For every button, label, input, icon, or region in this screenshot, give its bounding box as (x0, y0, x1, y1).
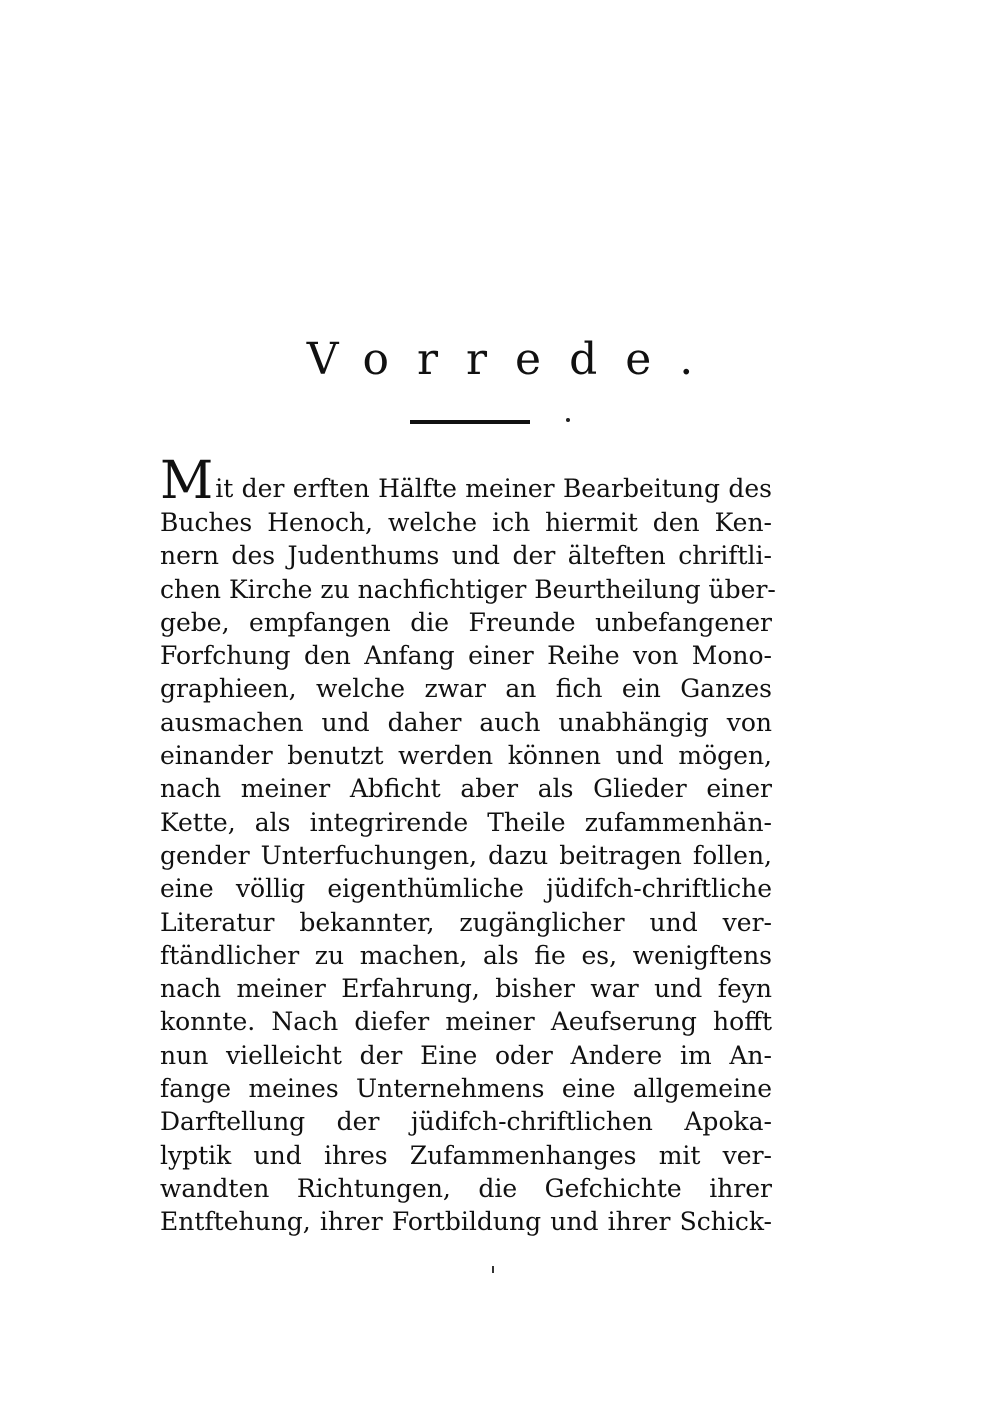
text-line: gebe, empfangen die Freunde unbefangener (160, 607, 772, 637)
text-line: chen Kirche zu nachfichtiger Beurtheilung über- (160, 574, 776, 604)
text-line: gender Unterfuchungen, dazu beitragen follen, (160, 840, 772, 870)
text-line: eine völlig eigenthümliche jüdifch-chriftliche (160, 874, 772, 904)
text-line: lyptik und ihres Zufammenhanges mit ver- (160, 1140, 772, 1170)
text-line: fange meines Unternehmens eine allgemeine (160, 1074, 772, 1104)
page-title: Vorrede. (306, 334, 722, 385)
first-line-text: it der erften Hälfte meiner Bearbeitung des (215, 474, 772, 503)
text-line: Forfchung den Anfang einer Reihe von Mono- (160, 641, 772, 671)
text-line: nach meiner Erfahrung, bisher war und feyn (160, 974, 772, 1004)
text-line: wandten Richtungen, die Gefchichte ihrer (160, 1173, 772, 1203)
text-line: Darftellung der jüdifch-chriftlichen Apoka- (160, 1107, 772, 1137)
title-rule (410, 420, 530, 424)
text-line: konnte. Nach diefer meiner Aeufserung hofft (160, 1007, 772, 1037)
text-line: ausmachen und daher auch unabhängig von (160, 707, 772, 737)
text-line: nun vielleicht der Eine oder Andere im An- (160, 1040, 772, 1070)
text-line: nern des Judenthums und der älteften chriftli- (160, 541, 772, 571)
text-line: nach meiner Abficht aber als Glieder einer (160, 774, 772, 804)
text-line: graphieen, welche zwar an fich ein Ganzes (160, 674, 772, 704)
preface-body (160, 451, 776, 1239)
text-line: Kette, als integrirende Theile zufammenhän- (160, 807, 772, 837)
page-mark (492, 1266, 494, 1273)
text-line: ftändlicher zu machen, als fie es, wenigftens (160, 940, 772, 970)
text-line: Buches Henoch, welche ich hiermit den Ken- (160, 508, 772, 537)
first-line (160, 451, 772, 511)
text-line: einander benutzt werden können und mögen, (160, 741, 772, 771)
text-line: Literatur bekannter, zugänglicher und ver- (160, 907, 772, 937)
text-line: Entftehung, ihrer Fortbildung und ihrer Schick- (160, 1207, 772, 1237)
title-dot (566, 418, 570, 422)
dropcap-letter: M (160, 451, 214, 511)
